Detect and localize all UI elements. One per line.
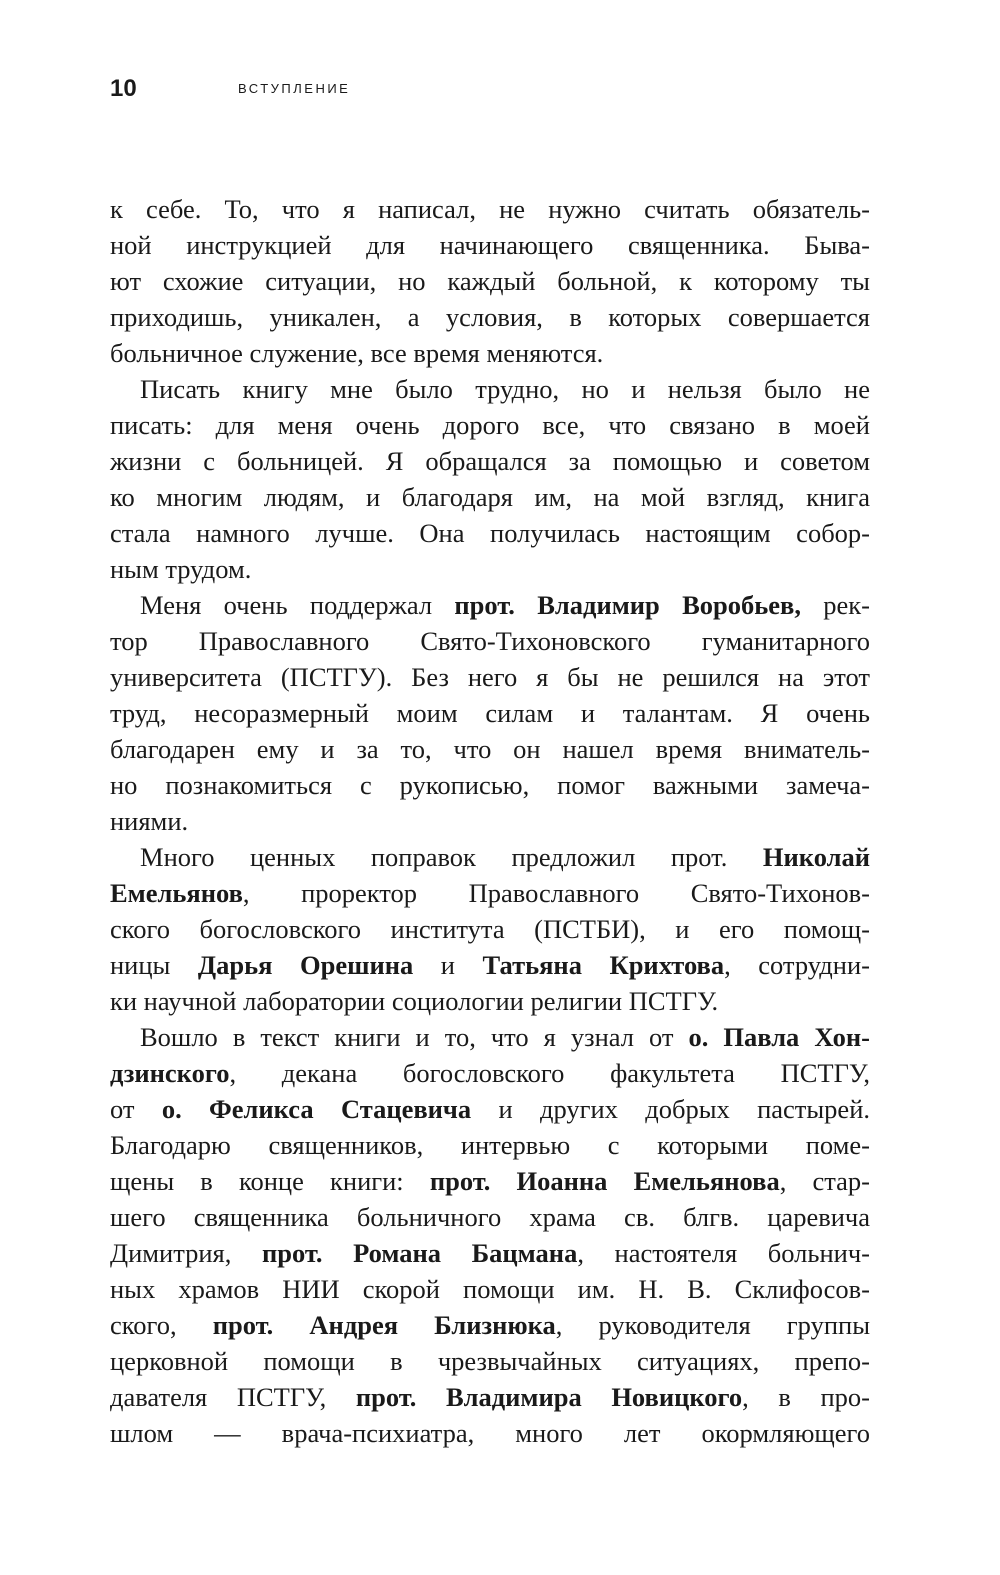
text-segment: , сотрудни- (724, 950, 870, 980)
page-number: 10 (110, 75, 137, 102)
text-segment: рек- (800, 590, 870, 620)
text-segment: ниями. (110, 806, 189, 836)
bold-name: о. Павла Хон- (688, 1022, 870, 1052)
running-header (110, 74, 880, 104)
text-line (110, 299, 870, 335)
text-segment: давателя ПСТГУ, (110, 1382, 356, 1412)
text-segment: ной инструкцией для начинающего священника. Быва- (110, 230, 870, 260)
bold-name: прот. Андрея Близнюка (212, 1310, 556, 1340)
text-line (110, 407, 870, 443)
bold-name: о. Феликса Стацевича (161, 1094, 472, 1124)
text-segment: ют схожие ситуации, но каждый больной, к которому ты (110, 266, 870, 296)
text-line (110, 587, 870, 623)
text-segment: ных храмов НИИ скорой помощи им. Н. В. Склифосов- (110, 1274, 870, 1304)
text-line (110, 515, 870, 551)
text-line (110, 227, 870, 263)
text-segment: шего священника больничного храма св. блгв. царевича (110, 1202, 870, 1232)
text-line (110, 659, 870, 695)
text-line (110, 947, 870, 983)
text-line (110, 1163, 870, 1199)
text-segment: , руководителя группы (555, 1310, 870, 1340)
text-segment: тор Православного Свято-Тихоновского гуманитарного (110, 626, 870, 656)
text-line (110, 695, 870, 731)
text-line (110, 623, 870, 659)
text-segment: приходишь, уникален, а условия, в которых совершается (110, 302, 870, 332)
text-line (110, 335, 870, 371)
text-segment: Писать книгу мне было трудно, но и нельзя было не (140, 374, 870, 404)
text-line (110, 1127, 870, 1163)
bold-name: Дарья Орешина (197, 950, 414, 980)
text-segment: , декана богословского факультета ПСТГУ, (229, 1058, 870, 1088)
text-segment: ки научной лаборатории социологии религии ПСТГУ. (110, 986, 719, 1016)
text-segment: , стар- (779, 1166, 870, 1196)
text-segment: ского, (110, 1310, 213, 1340)
text-segment: , в про- (742, 1382, 870, 1412)
text-segment: , настоятеля больнич- (577, 1238, 870, 1268)
text-line (110, 443, 870, 479)
text-segment: ского богословского института (ПСТБИ), и его помощ- (110, 914, 870, 944)
text-line (110, 983, 870, 1019)
text-line (110, 263, 870, 299)
text-segment: Вошло в текст книги и то, что я узнал от (140, 1022, 689, 1052)
text-segment: благодарен ему и за то, что он нашел время вниматель- (110, 734, 870, 764)
body-text (110, 191, 870, 1451)
text-line (110, 1415, 870, 1451)
text-segment: от (110, 1094, 162, 1124)
text-line (110, 1019, 870, 1055)
text-line (110, 551, 870, 587)
text-segment: но познакомиться с рукописью, помог важными замеча- (110, 770, 870, 800)
bold-name: прот. Владимир Воробьев, (454, 590, 801, 620)
bold-name: прот. Иоанна Емельянова (429, 1166, 780, 1196)
text-segment: щены в конце книги: (110, 1166, 430, 1196)
text-line (110, 875, 870, 911)
text-line (110, 1343, 870, 1379)
text-segment: труд, несоразмерный моим силам и талантам. Я очень (110, 698, 870, 728)
text-segment: , проректор Православного Свято-Тихонов- (242, 878, 870, 908)
text-segment: и других добрых пастырей. (471, 1094, 870, 1124)
bold-name: дзинского (110, 1058, 230, 1088)
text-line (110, 1091, 870, 1127)
text-segment: Много ценных поправок предложил прот. (140, 842, 763, 872)
text-line (110, 1235, 870, 1271)
text-line (110, 479, 870, 515)
bold-name: прот. Романа Бацмана (261, 1238, 578, 1268)
text-segment: ко многим людям, и благодаря им, на мой взгляд, книга (110, 482, 870, 512)
text-line (110, 1055, 870, 1091)
text-segment: жизни с больницей. Я обращался за помощью и советом (110, 446, 870, 476)
text-line (110, 767, 870, 803)
text-line (110, 839, 870, 875)
text-segment: стала намного лучше. Она получилась настоящим собор- (110, 518, 870, 548)
text-segment: Меня очень поддержал (140, 590, 455, 620)
bold-name: Емельянов (110, 878, 243, 908)
bold-name: прот. Владимира Новицкого (355, 1382, 743, 1412)
running-head-title: ВСТУПЛЕНИЕ (238, 81, 351, 96)
text-line (110, 1379, 870, 1415)
text-line (110, 191, 870, 227)
text-segment: писать: для меня очень дорого все, что связано в моей (110, 410, 870, 440)
text-segment: ницы (110, 950, 198, 980)
text-line (110, 803, 870, 839)
text-line (110, 911, 870, 947)
text-segment: Благодарю священников, интервью с которыми поме- (110, 1130, 870, 1160)
text-line (110, 731, 870, 767)
text-segment: церковной помощи в чрезвычайных ситуациях, препо- (110, 1346, 870, 1376)
text-line (110, 1307, 870, 1343)
text-line (110, 1199, 870, 1235)
text-segment: и (413, 950, 483, 980)
text-line (110, 371, 870, 407)
text-segment: университета (ПСТГУ). Без него я бы не решился на этот (110, 662, 870, 692)
text-segment: больничное служение, все время меняются. (110, 338, 604, 368)
text-segment: шлом — врача-психиатра, много лет окормляющего (110, 1418, 870, 1448)
text-segment: Димитрия, (110, 1238, 262, 1268)
text-line (110, 1271, 870, 1307)
bold-name: Николай (762, 842, 870, 872)
text-segment: ным трудом. (110, 554, 252, 584)
bold-name: Татьяна Крихтова (482, 950, 725, 980)
text-segment: к себе. То, что я написал, не нужно считать обязатель- (110, 194, 870, 224)
